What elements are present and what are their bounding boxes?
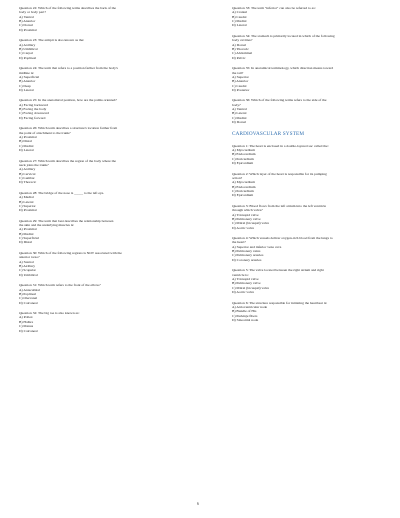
question-text: Question 23: The armpit is also known as the: <box>19 38 85 43</box>
answer-option: B) Bundle of His <box>232 309 257 314</box>
question-text: Question 36: Which of the following terms refers to the side of the body? <box>232 98 327 107</box>
answer-option: A) Atrioventricular node <box>232 304 268 309</box>
answer-option: A) Axillary <box>19 42 36 47</box>
answer-option: D) Epicardium <box>232 193 254 198</box>
question-block <box>19 98 169 120</box>
answer-option: D) Proximal <box>19 208 37 213</box>
answer-option: A) Tricuspid valve <box>232 212 259 217</box>
answer-option: D) Dorsal <box>232 120 247 125</box>
answer-option: D) Coronary arteries <box>232 257 262 262</box>
answer-option: B) Pulmonary valve <box>232 216 261 221</box>
question-text: Question 2: Which layer of the heart is responsible for its pumping action? <box>232 171 327 180</box>
page-number: 6 <box>197 502 199 506</box>
question-text: Question 29: The term that best describes the relationship between the skin and the underlying muscles is: <box>19 218 114 228</box>
answer-option: B) Umbilical <box>19 46 38 51</box>
question-text: Question 6: The structure responsible for initiating the heartbeat is: <box>232 300 328 305</box>
answer-option: C) Mitral (bicuspid) valve <box>232 221 270 226</box>
answer-option: C) Abdominal <box>232 51 253 56</box>
answer-option: B) Facing the body <box>19 107 47 112</box>
answer-option: D) Aortic valve <box>232 225 255 230</box>
answer-option: B) Cervical <box>19 171 36 176</box>
question-block <box>232 98 382 124</box>
question-block <box>19 251 169 277</box>
question-block <box>232 6 382 28</box>
question-block <box>232 34 382 60</box>
question-text: Question 31: Which term refers to the front of the elbow? <box>19 283 101 288</box>
question-block <box>232 268 382 294</box>
answer-option: A) Antecubital <box>19 287 40 292</box>
question-block <box>19 283 169 305</box>
question-text: Question 26: Which term describes a structure's location farther from the point of attachment to the trunk? <box>19 126 118 135</box>
question-text: Question 34: The stomach is primarily located in which of the following body cavities? <box>232 33 335 43</box>
answer-option: B) Anterior <box>19 19 36 24</box>
answer-option: B) Endocardium <box>232 152 256 157</box>
answer-option: B) Distal <box>19 139 32 144</box>
answer-option: B) Thoracic <box>232 46 249 51</box>
answer-option: D) Calcaneal <box>19 328 38 333</box>
answer-option: B) Endocardium <box>232 184 256 189</box>
answer-option: D) Posterior <box>232 87 250 92</box>
question-block <box>232 66 382 92</box>
answer-option: A) Myocardium <box>232 180 255 185</box>
question-text: Question 3: Blood flows from the left atrium into the left ventricle through which valve? <box>232 203 327 213</box>
question-text: Question 1: The heart is enclosed in a double-layered sac called the: <box>232 143 329 148</box>
answer-option: B) Anterior <box>19 79 36 84</box>
answer-option: D) Distal <box>19 240 33 245</box>
answer-option: C) Pericardium <box>232 188 254 193</box>
answer-option: A) Ventral <box>19 14 34 19</box>
answer-option: D) Sinoatrial node <box>232 317 259 322</box>
answer-option: D) Calcaneal <box>19 300 38 305</box>
answer-option: C) Carpal <box>19 51 33 56</box>
question-block <box>19 126 169 152</box>
answer-option: A) Medial <box>19 195 34 200</box>
question-text: Question 24: The term that refers to a position farther from the body's midline is: <box>19 66 118 75</box>
answer-option: C) Pericardium <box>232 156 254 161</box>
question-text: Question 22: Which of the following terms describes the back of the body or body part? <box>19 6 116 15</box>
answer-option: C) Medial <box>232 115 247 120</box>
question-text: Question 25: In the anatomical position, how are the palms oriented? <box>19 98 117 103</box>
right-column-top-questions <box>232 6 382 124</box>
answer-option: C) Pulmonary arteries <box>232 253 264 258</box>
question-block <box>232 172 382 198</box>
question-text: Question 32: The big toe is also known as: <box>19 311 80 316</box>
question-block <box>19 191 169 213</box>
answer-option: D) Popliteal <box>19 55 37 60</box>
answer-option: A) Proximal <box>19 227 37 232</box>
answer-option: A) Cranial <box>232 10 248 15</box>
answer-option: A) Myocardium <box>232 148 255 152</box>
question-text: Question 5: The valve located between the right atrium and right ventricle is: <box>232 268 324 277</box>
answer-option: B) Popliteal <box>19 291 37 296</box>
answer-option: B) Caudal <box>232 14 247 19</box>
answer-option: C) Olecranal <box>19 296 38 301</box>
answer-option: A) Superficial <box>19 74 40 79</box>
question-block <box>232 204 382 230</box>
answer-option: B) Pulmonary veins <box>232 249 261 254</box>
answer-option: D) Thoracic <box>19 180 37 185</box>
answer-option: B) Axillary <box>19 264 36 268</box>
answer-option: C) Mitral (bicuspid) valve <box>232 285 270 290</box>
answer-option: D) Facing forward <box>19 115 46 120</box>
question-text: Question 35: In anatomical terminology, which direction means toward the tail? <box>232 66 334 75</box>
answer-option: C) Superior <box>19 203 36 208</box>
question-block <box>19 159 169 185</box>
question-block <box>19 219 169 245</box>
answer-option: A) Sternal <box>19 259 34 264</box>
question-text: Question 33: The term "inferior" can also be referred to as: <box>232 6 316 10</box>
answer-option: C) Medial <box>19 143 34 148</box>
answer-option: B) Lateral <box>19 199 34 204</box>
right-column <box>232 6 382 328</box>
answer-option: C) Dorsal <box>19 23 33 28</box>
answer-option: B) Medial <box>19 231 34 236</box>
question-text: Question 4: Which vessels deliver oxygen-rich blood from the lungs to the heart? <box>232 236 333 245</box>
answer-option: D) Pelvic <box>232 55 246 60</box>
answer-option: C) Manus <box>19 324 34 329</box>
right-column-bottom-questions <box>232 144 382 323</box>
answer-option: D) Epicardium <box>232 161 254 166</box>
question-block <box>232 144 382 166</box>
question-block <box>232 301 382 323</box>
answer-option: D) Aortic valve <box>232 290 255 295</box>
answer-option: A) Superior and inferior vena cava <box>232 244 282 249</box>
answer-option: D) Umbilical <box>19 272 38 277</box>
answer-option: A) Superior <box>232 74 249 79</box>
answer-option: A) Dorsal <box>232 42 247 47</box>
answer-option: C) Lumbar <box>19 175 35 180</box>
answer-option: B) Lateral <box>232 111 247 116</box>
question-block <box>19 66 169 92</box>
question-block <box>19 6 169 32</box>
question-block <box>19 38 169 60</box>
answer-option: A) Axillary <box>19 167 36 172</box>
answer-option: D) Lateral <box>19 87 34 92</box>
section-title: CARDIOVASCULAR SYSTEM <box>232 130 305 137</box>
left-column <box>19 6 169 339</box>
answer-option: B) Pulmonary valve <box>232 281 261 286</box>
question-text: Question 27: Which term describes the region of the body where the neck joins the trunk? <box>19 158 116 167</box>
answer-option: A) Pollex <box>19 315 33 320</box>
answer-option: C) Facing downward <box>19 111 49 116</box>
answer-option: A) Ventral <box>232 107 247 112</box>
question-block <box>232 236 382 262</box>
question-text: Question 30: Which of the following regions is NOT associated with the anterior torso? <box>19 250 122 260</box>
answer-option: D) Proximal <box>19 27 37 32</box>
answer-option: B) Anterior <box>232 79 249 84</box>
answer-option: A) Proximal <box>19 135 37 139</box>
answer-option: B) Hallux <box>19 319 34 324</box>
question-text: Question 28: The bridge of the nose is _____ to the left eye. <box>19 190 105 195</box>
answer-option: D) Lateral <box>232 23 247 28</box>
answer-option: C) Scapular <box>19 268 36 273</box>
answer-option: A) Facing backward <box>19 102 48 107</box>
question-block <box>19 311 169 333</box>
answer-option: D) Lateral <box>19 148 34 153</box>
answer-option: A) Tricuspid valve <box>232 277 259 281</box>
answer-option: C) Purkinje fibers <box>232 313 258 318</box>
answer-option: C) Deep <box>19 83 31 88</box>
answer-option: C) Medial <box>232 19 247 24</box>
answer-option: C) Caudal <box>232 83 247 88</box>
answer-option: C) Superficial <box>19 236 39 241</box>
